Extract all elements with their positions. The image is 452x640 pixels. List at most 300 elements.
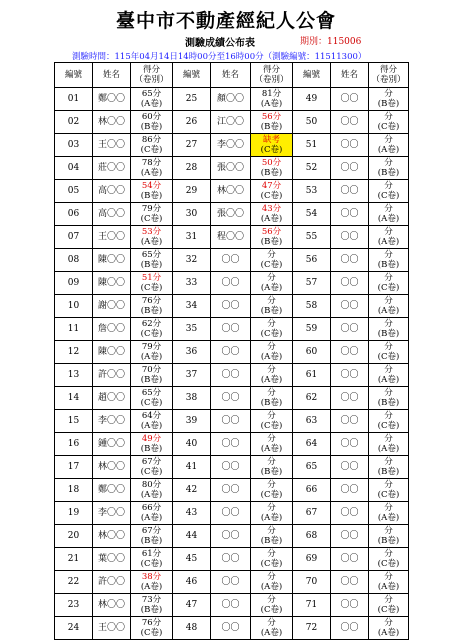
exam-number: 28 (173, 157, 211, 180)
paper-version: (C卷) (260, 605, 283, 615)
col-header-number: 編號 (173, 63, 211, 88)
candidate-name: 〇〇 (331, 502, 369, 525)
score-cell (131, 594, 173, 617)
exam-number: 41 (173, 456, 211, 479)
paper-version: (B卷) (140, 191, 163, 201)
candidate-name: 〇〇 (331, 88, 369, 111)
paper-version: (A卷) (260, 375, 283, 385)
paper-version: (C卷) (140, 145, 163, 155)
score-cell (131, 272, 173, 295)
candidate-name: 趙〇〇 (93, 387, 131, 410)
score-value: 65分 (141, 89, 162, 99)
score-cell (369, 571, 409, 594)
score-cell (131, 295, 173, 318)
score-value: 分 (384, 365, 393, 375)
paper-version: (B卷) (377, 99, 400, 109)
paper-version: (B卷) (377, 467, 400, 477)
candidate-name: 陳〇〇 (93, 249, 131, 272)
exam-time-line: 測驗時間：115年04月14日14時00分至16時00分（測驗編號：11511300） (72, 52, 367, 62)
score-value: 分 (267, 411, 276, 421)
table-row (55, 111, 409, 134)
exam-number: 07 (55, 226, 93, 249)
exam-number: 10 (55, 295, 93, 318)
exam-number: 48 (173, 617, 211, 640)
score-value: 50分 (261, 158, 282, 168)
paper-version: (C卷) (260, 329, 283, 339)
col-header-number: 編號 (55, 63, 93, 88)
exam-number: 39 (173, 410, 211, 433)
paper-version: (C卷) (260, 490, 283, 500)
score-value: 分 (267, 434, 276, 444)
exam-number: 37 (173, 364, 211, 387)
score-cell (369, 111, 409, 134)
score-cell (131, 203, 173, 226)
score-value: 分 (384, 595, 393, 605)
paper-version: (B卷) (260, 536, 283, 546)
paper-version: (A卷) (260, 283, 283, 293)
paper-version: (C卷) (260, 421, 283, 431)
score-cell (369, 525, 409, 548)
score-value: 80分 (141, 480, 162, 490)
exam-number: 50 (293, 111, 331, 134)
exam-number: 40 (173, 433, 211, 456)
score-cell (131, 410, 173, 433)
score-value: 43分 (261, 204, 282, 214)
candidate-name: 〇〇 (331, 617, 369, 640)
score-value: 分 (384, 457, 393, 467)
exam-number: 46 (173, 571, 211, 594)
candidate-name: 葉〇〇 (93, 548, 131, 571)
exam-number: 17 (55, 456, 93, 479)
candidate-name: 高〇〇 (93, 203, 131, 226)
exam-number: 05 (55, 180, 93, 203)
exam-number: 32 (173, 249, 211, 272)
candidate-name: 〇〇 (331, 479, 369, 502)
table-row (55, 502, 409, 525)
candidate-name: 許〇〇 (93, 364, 131, 387)
exam-number: 65 (293, 456, 331, 479)
candidate-name: 李〇〇 (211, 134, 251, 157)
table-row (55, 617, 409, 640)
paper-version: (B卷) (260, 122, 283, 132)
score-cell (131, 525, 173, 548)
candidate-name: 〇〇 (211, 479, 251, 502)
exam-number: 42 (173, 479, 211, 502)
score-cell (131, 479, 173, 502)
table-row (55, 226, 409, 249)
candidate-name: 〇〇 (211, 433, 251, 456)
candidate-name: 〇〇 (211, 249, 251, 272)
score-value: 分 (384, 572, 393, 582)
table-row (55, 571, 409, 594)
col-header-score (369, 63, 409, 88)
score-value: 73分 (141, 595, 162, 605)
score-value: 79分 (141, 342, 162, 352)
candidate-name: 林〇〇 (211, 180, 251, 203)
col-header-score (131, 63, 173, 88)
score-cell (131, 364, 173, 387)
score-value: 分 (267, 480, 276, 490)
score-value: 分 (384, 434, 393, 444)
paper-label: （卷別） (254, 75, 289, 85)
candidate-name: 〇〇 (331, 387, 369, 410)
candidate-name: 〇〇 (211, 341, 251, 364)
score-value: 分 (384, 181, 393, 191)
exam-number: 68 (293, 525, 331, 548)
score-cell (131, 548, 173, 571)
paper-version: (B卷) (140, 536, 163, 546)
candidate-name: 〇〇 (331, 364, 369, 387)
col-header-name: 姓名 (211, 63, 251, 88)
candidate-name: 莊〇〇 (93, 157, 131, 180)
score-cell (369, 157, 409, 180)
score-cell (131, 387, 173, 410)
candidate-name: 〇〇 (211, 571, 251, 594)
score-value: 分 (267, 250, 276, 260)
candidate-name: 〇〇 (211, 410, 251, 433)
paper-version: (B卷) (260, 306, 283, 316)
score-cell (251, 364, 293, 387)
exam-number: 08 (55, 249, 93, 272)
paper-version: (B卷) (260, 237, 283, 247)
score-cell (369, 88, 409, 111)
score-cell (369, 594, 409, 617)
score-cell (369, 295, 409, 318)
exam-number: 26 (173, 111, 211, 134)
score-value: 53分 (141, 227, 162, 237)
candidate-name: 王〇〇 (93, 226, 131, 249)
exam-number: 63 (293, 410, 331, 433)
score-cell (369, 134, 409, 157)
candidate-name: 〇〇 (211, 318, 251, 341)
paper-version: (A卷) (140, 168, 163, 178)
paper-version: (B卷) (140, 122, 163, 132)
paper-label: （卷別） (134, 75, 169, 85)
candidate-name: 林〇〇 (93, 525, 131, 548)
paper-version: (A卷) (140, 237, 163, 247)
score-value: 缺考 (262, 135, 280, 145)
paper-version: (A卷) (140, 582, 163, 592)
score-value: 分 (267, 572, 276, 582)
score-value: 分 (384, 273, 393, 283)
score-cell (131, 157, 173, 180)
exam-number: 29 (173, 180, 211, 203)
candidate-name: 張〇〇 (211, 203, 251, 226)
exam-number: 27 (173, 134, 211, 157)
paper-version: (C卷) (377, 421, 400, 431)
paper-version: (B卷) (260, 398, 283, 408)
exam-number: 24 (55, 617, 93, 640)
paper-version: (C卷) (377, 559, 400, 569)
score-cell (369, 548, 409, 571)
exam-number: 18 (55, 479, 93, 502)
candidate-name: 〇〇 (331, 272, 369, 295)
paper-version: (A卷) (377, 444, 400, 454)
score-value: 56分 (261, 227, 282, 237)
score-cell (251, 548, 293, 571)
score-cell (251, 272, 293, 295)
score-cell (131, 571, 173, 594)
score-value: 66分 (141, 503, 162, 513)
score-label: 得分 (142, 65, 160, 75)
paper-version: (C卷) (377, 605, 400, 615)
score-value: 76分 (141, 296, 162, 306)
paper-version: (C卷) (377, 191, 400, 201)
score-value: 分 (384, 618, 393, 628)
exam-number: 43 (173, 502, 211, 525)
candidate-name: 〇〇 (211, 295, 251, 318)
score-cell (131, 318, 173, 341)
exam-number: 62 (293, 387, 331, 410)
score-cell (251, 318, 293, 341)
paper-version: (A卷) (260, 352, 283, 362)
score-value: 62分 (141, 319, 162, 329)
score-value: 分 (384, 411, 393, 421)
table-row (55, 318, 409, 341)
exam-number: 25 (173, 88, 211, 111)
score-value: 64分 (141, 411, 162, 421)
score-cell (369, 203, 409, 226)
candidate-name: 〇〇 (331, 571, 369, 594)
paper-version: (A卷) (260, 582, 283, 592)
paper-label: （卷別） (371, 75, 406, 85)
paper-version: (B卷) (140, 375, 163, 385)
table-row (55, 272, 409, 295)
exam-number: 58 (293, 295, 331, 318)
candidate-name: 鄭〇〇 (93, 479, 131, 502)
score-cell (251, 479, 293, 502)
candidate-name: 李〇〇 (93, 502, 131, 525)
score-value: 60分 (141, 112, 162, 122)
table-row (55, 295, 409, 318)
score-cell (251, 180, 293, 203)
exam-number: 69 (293, 548, 331, 571)
score-value: 79分 (141, 204, 162, 214)
score-value: 分 (267, 342, 276, 352)
score-value: 76分 (141, 618, 162, 628)
score-value: 分 (267, 618, 276, 628)
table-row (55, 341, 409, 364)
score-label: 得分 (379, 65, 397, 75)
score-cell (251, 226, 293, 249)
score-cell (131, 341, 173, 364)
exam-number: 03 (55, 134, 93, 157)
exam-number: 01 (55, 88, 93, 111)
score-cell (131, 433, 173, 456)
exam-number: 15 (55, 410, 93, 433)
paper-version: (C卷) (140, 329, 163, 339)
candidate-name: 陳〇〇 (93, 272, 131, 295)
score-value: 分 (384, 480, 393, 490)
exam-number: 61 (293, 364, 331, 387)
score-cell (251, 88, 293, 111)
score-cell (131, 226, 173, 249)
score-value: 分 (384, 227, 393, 237)
candidate-name: 〇〇 (331, 295, 369, 318)
score-value: 分 (267, 388, 276, 398)
table-row (55, 548, 409, 571)
paper-version: (A卷) (140, 513, 163, 523)
exam-number: 59 (293, 318, 331, 341)
candidate-name: 〇〇 (331, 525, 369, 548)
paper-version: (A卷) (377, 513, 400, 523)
score-value: 分 (267, 296, 276, 306)
paper-version: (A卷) (140, 352, 163, 362)
candidate-name: 〇〇 (331, 157, 369, 180)
paper-version: (C卷) (377, 283, 400, 293)
score-cell (369, 387, 409, 410)
score-value: 70分 (141, 365, 162, 375)
exam-number: 56 (293, 249, 331, 272)
score-value: 61分 (141, 549, 162, 559)
page-title: 臺中市不動產經紀人公會 (115, 10, 336, 32)
paper-version: (A卷) (377, 582, 400, 592)
paper-version: (A卷) (377, 375, 400, 385)
col-header-name: 姓名 (331, 63, 369, 88)
exam-number: 04 (55, 157, 93, 180)
score-cell (131, 502, 173, 525)
candidate-name: 鄭〇〇 (93, 88, 131, 111)
exam-number: 33 (173, 272, 211, 295)
score-value: 分 (384, 204, 393, 214)
exam-number: 47 (173, 594, 211, 617)
score-value: 分 (384, 342, 393, 352)
score-value: 分 (384, 503, 393, 513)
score-cell (131, 456, 173, 479)
score-cell (131, 249, 173, 272)
score-cell (369, 410, 409, 433)
paper-version: (B卷) (377, 260, 400, 270)
exam-number: 16 (55, 433, 93, 456)
paper-version: (C卷) (140, 559, 163, 569)
candidate-name: 〇〇 (331, 594, 369, 617)
candidate-name: 李〇〇 (93, 410, 131, 433)
score-value: 分 (384, 158, 393, 168)
score-cell (251, 433, 293, 456)
score-cell (369, 272, 409, 295)
paper-version: (C卷) (377, 490, 400, 500)
score-value: 分 (384, 319, 393, 329)
candidate-name: 〇〇 (331, 249, 369, 272)
candidate-name: 林〇〇 (93, 111, 131, 134)
candidate-name: 江〇〇 (211, 111, 251, 134)
candidate-name: 王〇〇 (93, 617, 131, 640)
score-cell (251, 203, 293, 226)
paper-version: (C卷) (377, 122, 400, 132)
table-row (55, 479, 409, 502)
score-value: 分 (267, 526, 276, 536)
candidate-name: 〇〇 (331, 180, 369, 203)
paper-version: (B卷) (377, 168, 400, 178)
score-cell (369, 226, 409, 249)
exam-number: 52 (293, 157, 331, 180)
table-row (55, 180, 409, 203)
subtitle-row (0, 34, 452, 48)
exam-number: 36 (173, 341, 211, 364)
candidate-name: 〇〇 (211, 548, 251, 571)
exam-number: 11 (55, 318, 93, 341)
candidate-name: 〇〇 (331, 341, 369, 364)
exam-number: 23 (55, 594, 93, 617)
exam-number: 57 (293, 272, 331, 295)
score-value: 分 (267, 365, 276, 375)
paper-version: (A卷) (260, 214, 283, 224)
candidate-name: 王〇〇 (93, 134, 131, 157)
exam-number: 60 (293, 341, 331, 364)
score-cell (369, 249, 409, 272)
exam-number: 06 (55, 203, 93, 226)
exam-number: 53 (293, 180, 331, 203)
score-cell (251, 525, 293, 548)
score-cell (369, 364, 409, 387)
score-label: 得分 (262, 65, 280, 75)
paper-version: (C卷) (260, 191, 283, 201)
score-value: 56分 (261, 112, 282, 122)
exam-number: 21 (55, 548, 93, 571)
paper-version: (A卷) (377, 237, 400, 247)
score-value: 分 (384, 112, 393, 122)
paper-version: (A卷) (377, 145, 400, 155)
table-row (55, 410, 409, 433)
score-cell (251, 617, 293, 640)
paper-version: (B卷) (260, 168, 283, 178)
score-value: 49分 (141, 434, 162, 444)
exam-number: 70 (293, 571, 331, 594)
candidate-name: 〇〇 (331, 548, 369, 571)
exam-number: 38 (173, 387, 211, 410)
score-cell (369, 180, 409, 203)
exam-number: 20 (55, 525, 93, 548)
candidate-name: 〇〇 (211, 525, 251, 548)
exam-number: 66 (293, 479, 331, 502)
score-value: 65分 (141, 250, 162, 260)
exam-number: 64 (293, 433, 331, 456)
score-value: 67分 (141, 526, 162, 536)
score-value: 86分 (141, 135, 162, 145)
score-cell (251, 571, 293, 594)
score-value: 81分 (261, 89, 282, 99)
exam-number: 12 (55, 341, 93, 364)
score-value: 38分 (141, 572, 162, 582)
score-cell (251, 341, 293, 364)
score-cell (251, 456, 293, 479)
col-header-number: 編號 (293, 63, 331, 88)
exam-number: 51 (293, 134, 331, 157)
paper-version: (B卷) (140, 306, 163, 316)
score-value: 分 (384, 388, 393, 398)
candidate-name: 鍾〇〇 (93, 433, 131, 456)
paper-version: (C卷) (260, 145, 283, 155)
score-value: 分 (384, 250, 393, 260)
candidate-name: 〇〇 (211, 272, 251, 295)
candidate-name: 張〇〇 (211, 157, 251, 180)
paper-version: (B卷) (377, 536, 400, 546)
candidate-name: 〇〇 (331, 134, 369, 157)
paper-version: (A卷) (140, 490, 163, 500)
exam-number: 54 (293, 203, 331, 226)
table-row (55, 157, 409, 180)
candidate-name: 詹〇〇 (93, 318, 131, 341)
table-row (55, 364, 409, 387)
score-cell (131, 134, 173, 157)
score-cell (131, 111, 173, 134)
exam-number: 55 (293, 226, 331, 249)
table-row (55, 249, 409, 272)
candidate-name: 〇〇 (211, 594, 251, 617)
candidate-name: 〇〇 (331, 410, 369, 433)
results-body (55, 88, 409, 640)
paper-version: (C卷) (377, 352, 400, 362)
